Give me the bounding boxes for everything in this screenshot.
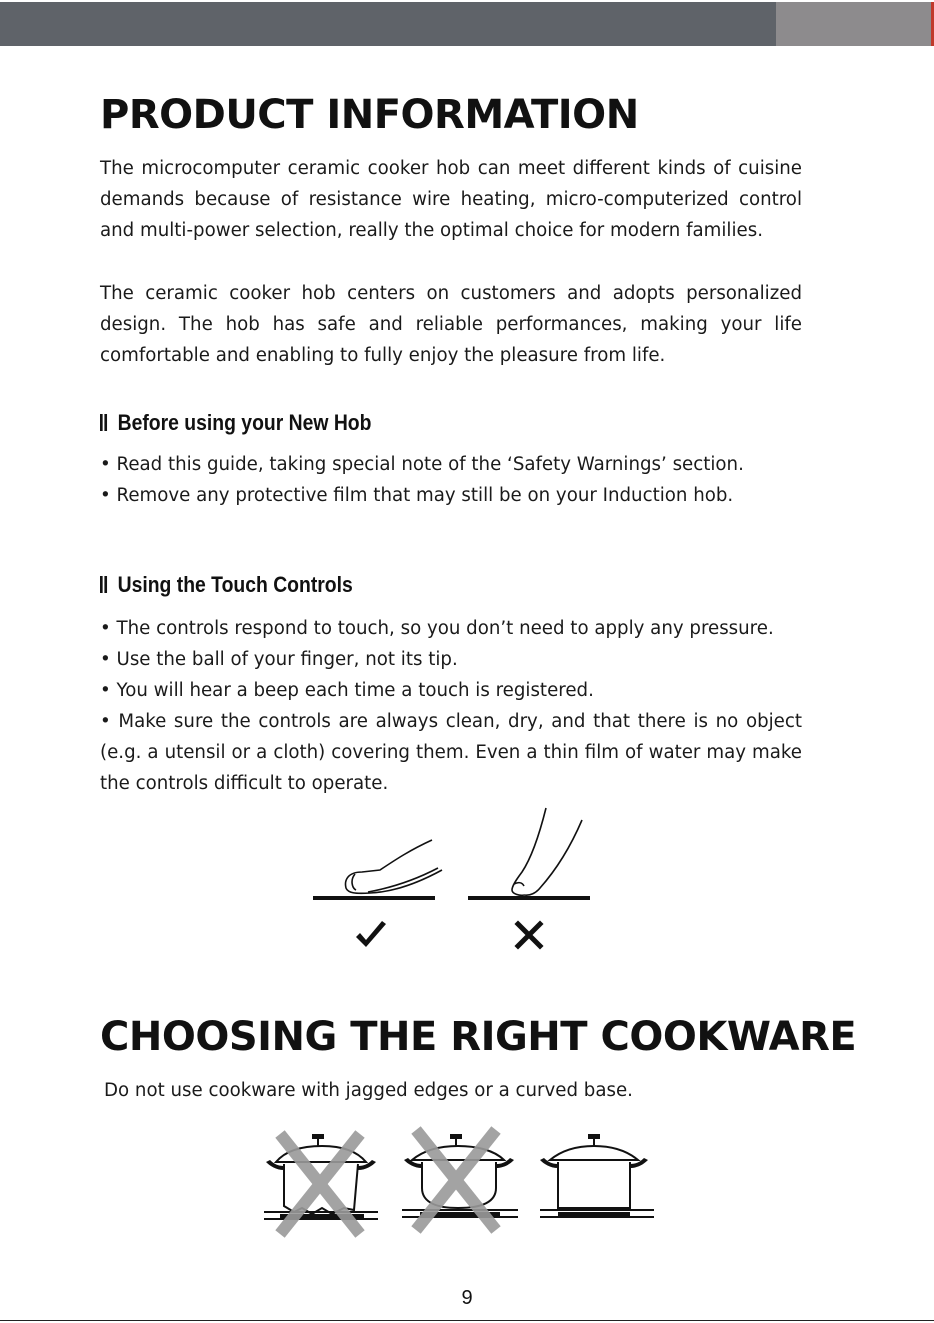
cookware-instruction: Do not use cookware with jagged edges or a curved base. xyxy=(104,1080,633,1101)
jagged-pot-crossed xyxy=(264,1134,378,1234)
choosing-cookware-title: CHOOSING THE RIGHT COOKWARE xyxy=(100,1014,857,1060)
cookware-figure xyxy=(260,1126,660,1238)
cross-icon xyxy=(518,924,540,946)
touch-controls-figure xyxy=(300,800,610,960)
before-using-heading xyxy=(100,410,371,437)
page-number: 9 xyxy=(461,1287,473,1309)
curved-pot-crossed xyxy=(402,1130,518,1230)
list-item: • Make sure the controls are always clean, dry, and that there is no object (e.g. a utensil or a cloth) covering them. Even a thin film of water may make the controls difficult to operate. xyxy=(100,711,802,794)
header-tab xyxy=(776,2,934,46)
bottom-rule xyxy=(0,1320,934,1321)
check-icon xyxy=(356,921,386,947)
product-info-paragraph-1: The microcomputer ceramic cooker hob can meet different kinds of cuisine demands because of resistance wire heating, micro-computerized control and multi-power selection, really the optimal choice for modern families. xyxy=(100,158,802,241)
list-item: • Read this guide, taking special note of the ‘Safety Warnings’ section. xyxy=(100,454,744,475)
touch-controls-heading xyxy=(100,572,353,599)
finger-tip-wrong xyxy=(512,808,582,895)
hob-surface-right xyxy=(468,896,590,900)
header-bar xyxy=(0,2,776,46)
flat-pot-correct xyxy=(540,1134,654,1217)
product-info-paragraph-2: The ceramic cooker hob centers on customers and adopts personalized design. The hob has safe and reliable performances, making your life comfortable and enabling to fully enjoy the pleasure from life. xyxy=(100,283,802,366)
finger-ball-correct xyxy=(346,840,442,893)
list-item: • Remove any protective film that may still be on your Induction hob. xyxy=(100,485,734,506)
product-information-title: PRODUCT INFORMATION xyxy=(100,92,639,138)
list-item: • The controls respond to touch, so you don’t need to apply any pressure. xyxy=(100,618,774,639)
list-item: • Use the ball of your finger, not its tip. xyxy=(100,649,458,670)
touch-controls-list xyxy=(100,613,810,799)
before-using-list xyxy=(100,449,810,511)
list-item: • You will hear a beep each time a touch is registered. xyxy=(100,680,594,701)
hob-surface-left xyxy=(313,896,435,900)
touch-controls-heading-text: Using the Touch Controls xyxy=(117,572,353,597)
section-marker-icon xyxy=(100,411,109,437)
before-using-heading-text: Before using your New Hob xyxy=(117,410,372,435)
section-marker-icon xyxy=(100,573,109,599)
